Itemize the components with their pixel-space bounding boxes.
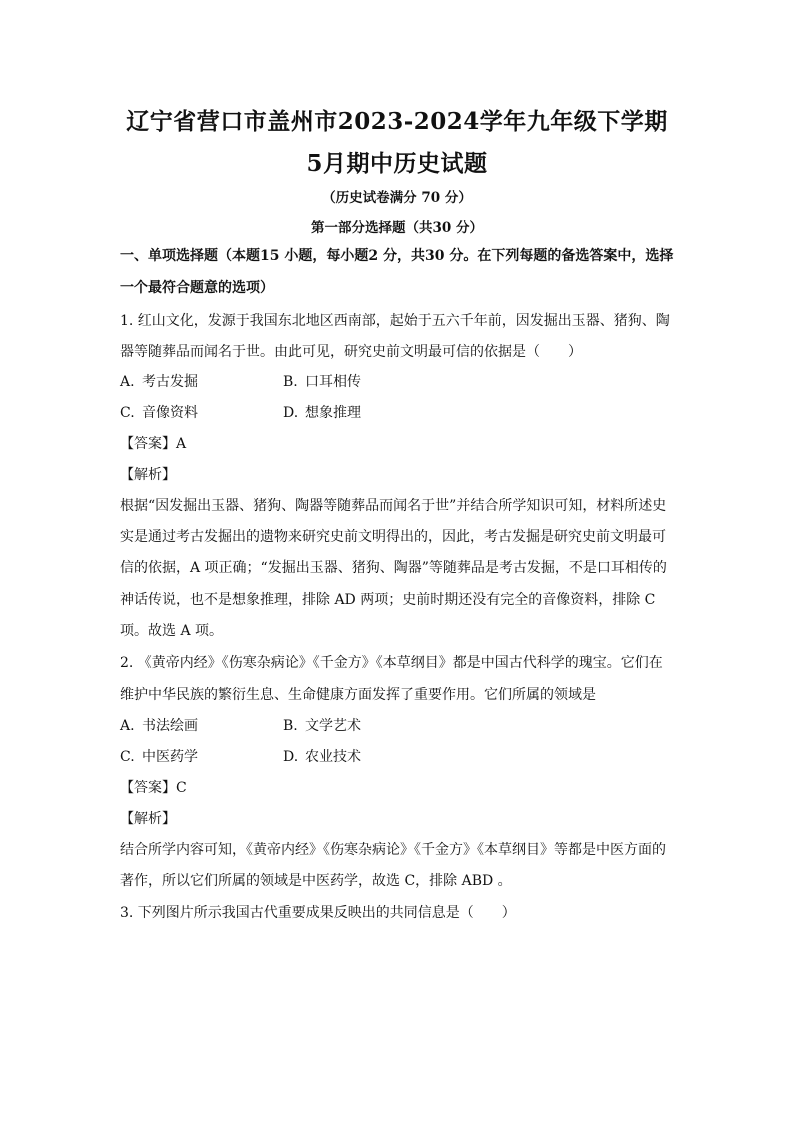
question-2-option-d (283, 747, 361, 767)
option-letter: B. (283, 718, 298, 734)
option-letter: D. (283, 405, 299, 421)
option-text: 考古发掘 (142, 374, 198, 390)
question-2-answer: 【答案】C (120, 780, 187, 796)
document-title-line2: 5月期中历史试题 (306, 150, 488, 177)
option-text: 书法绘画 (142, 718, 198, 734)
question-2-analysis-label: 【解析】 (120, 811, 176, 827)
question-1-analysis-label: 【解析】 (120, 467, 176, 483)
question-1-option-d (283, 403, 361, 423)
question-2-stem-line2: 维护中华民族的繁衍生息、生命健康方面发挥了重要作用。它们所属的领域是 (120, 687, 596, 703)
option-letter: A. (120, 374, 135, 390)
question-1-option-c (120, 403, 198, 423)
option-text: 农业技术 (305, 749, 361, 765)
score-note: （历史试卷满分 70 分） (322, 190, 472, 206)
option-text: 音像资料 (142, 405, 198, 421)
question-1-answer: 【答案】A (120, 436, 187, 452)
question-1-option-b (283, 372, 361, 392)
question-1-stem-line2: 器等随葬品而闻名于世。由此可见，研究史前文明最可信的依据是（ ） (120, 344, 582, 360)
option-letter: C. (120, 749, 135, 765)
option-text: 文学艺术 (305, 718, 361, 734)
section-instruction-line2: 一个最符合题意的选项） (120, 280, 274, 296)
question-2-option-c (120, 747, 198, 767)
question-1-analysis-line: 项。故选 A 项。 (120, 623, 224, 639)
question-2-option-a (120, 716, 198, 736)
question-3-stem-line1: 3. 下列图片所示我国古代重要成果反映出的共同信息是（ ） (120, 905, 516, 921)
option-letter: C. (120, 405, 135, 421)
option-letter: B. (283, 374, 298, 390)
part-title: 第一部分选择题（共30 分） (311, 220, 483, 236)
question-1-analysis-line: 根据“因发掘出玉器、猪狗、陶器等随葬品而闻名于世”并结合所学知识可知，材料所述史 (120, 498, 667, 514)
section-instruction-line1: 一、单项选择题（本题15 小题，每小题2 分，共30 分。在下列每题的备选答案中，选择 (120, 248, 674, 264)
document-title-line1: 辽宁省营口市盖州市2023-2024学年九年级下学期 (126, 108, 668, 135)
question-2-analysis-line: 结合所学内容可知，《黄帝内经》《伤寒杂病论》《千金方》《本草纲目》等都是中医方面的 (120, 842, 666, 858)
option-letter: D. (283, 749, 299, 765)
question-1-option-a (120, 372, 198, 392)
question-1-analysis-line: 实是通过考古发掘出的遗物来研究史前文明得出的，因此，考古发掘是研究史前文明最可 (120, 529, 666, 545)
question-2-analysis-line: 著作，所以它们所属的领域是中医药学，故选 C，排除 ABD 。 (120, 873, 512, 889)
option-letter: A. (120, 718, 135, 734)
question-2-stem-line1: 2. 《黄帝内经》《伤寒杂病论》《千金方》《本草纲目》都是中国古代科学的瑰宝。它们在 (120, 655, 663, 671)
option-text: 想象推理 (305, 405, 361, 421)
option-text: 中医药学 (142, 749, 198, 765)
question-1-analysis-line: 信的依据，A 项正确；“发掘出玉器、猪狗、陶器”等随葬品是考古发掘，不是口耳相传的 (120, 560, 667, 576)
question-1-stem-line1: 1. 红山文化，发源于我国东北地区西南部，起始于五六千年前，因发掘出玉器、猪狗、陶 (120, 313, 670, 329)
question-2-option-b (283, 716, 361, 736)
question-1-analysis-line: 神话传说，也不是想象推理，排除 AD 两项；史前时期还没有完全的音像资料，排除 C (120, 592, 656, 608)
option-text: 口耳相传 (305, 374, 361, 390)
